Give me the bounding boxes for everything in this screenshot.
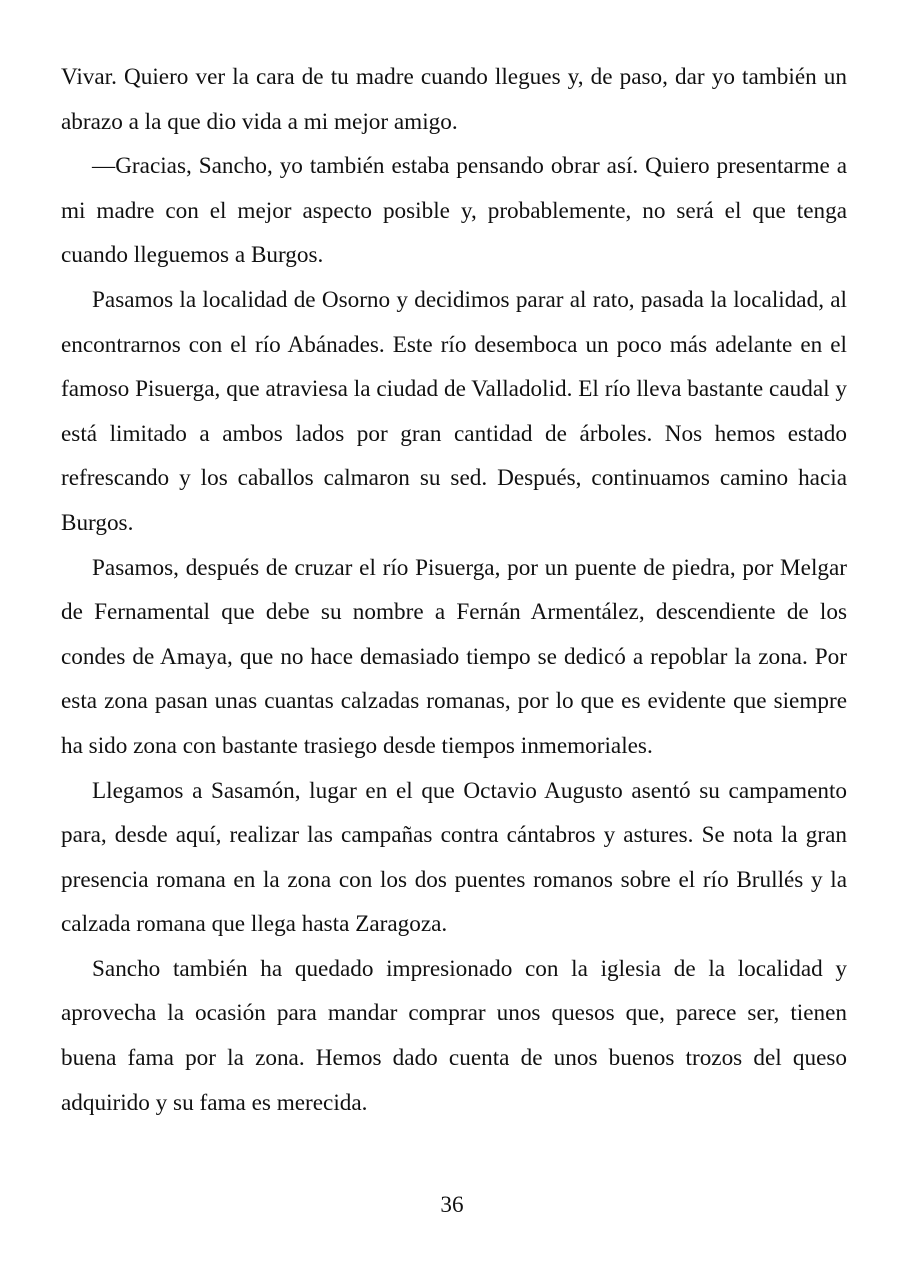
paragraph-sasamon: Llegamos a Sasamón, lugar en el que Octavio Augusto asentó su campamento para, desde aquí, realizar las campañas contra cántabros y astures. Se nota la gran presencia romana en la zona con los dos puentes romanos sobre el río Brullés y la calzada romana que llega hasta Zaragoza. — [61, 777, 847, 938]
paragraph-continuation: Vivar. Quiero ver la cara de tu madre cuando llegues y, de paso, dar yo también un abrazo a la que dio vida a mi mejor amigo. — [61, 64, 847, 135]
paragraph-dialogue: —Gracias, Sancho, yo también estaba pensando obrar así. Quiero presentarme a mi madre con el mejor aspecto posible y, probablemente, no será el que tenga cuando lleguemos a Burgos. — [61, 153, 847, 269]
page-number: 36 — [440, 1192, 464, 1218]
paragraph-quesos: Sancho también ha quedado impresionado con la iglesia de la localidad y aprovecha la ocasión para mandar comprar unos quesos que, parece ser, tienen buena fama por la zona. Hemos dado cuenta de unos buenos trozos del queso adquirido y su fama es merecida. — [61, 955, 847, 1116]
paragraph-melgar: Pasamos, después de cruzar el río Pisuerga, por un puente de piedra, por Melgar de Fernamental que debe su nombre a Fernán Armentález, descendiente de los condes de Amaya, que no hace demasiado tiempo se dedicó a repoblar la zona. Por esta zona pasan unas cuantas calzadas romanas, por lo que es evidente que siempre ha sido zona con bastante trasiego desde tiempos inmemoriales. — [61, 554, 847, 759]
page-body — [61, 55, 847, 1125]
paragraph-osorno: Pasamos la localidad de Osorno y decidimos parar al rato, pasada la localidad, al encontrarnos con el río Abánades. Este río desemboca un poco más adelante en el famoso Pisuerga, que atraviesa la ciudad de Valladolid. El río lleva bastante caudal y está limitado a ambos lados por gran cantidad de árboles. Nos hemos estado refrescando y los caballos calmaron su sed. Después, continuamos camino hacia Burgos. — [61, 286, 847, 536]
